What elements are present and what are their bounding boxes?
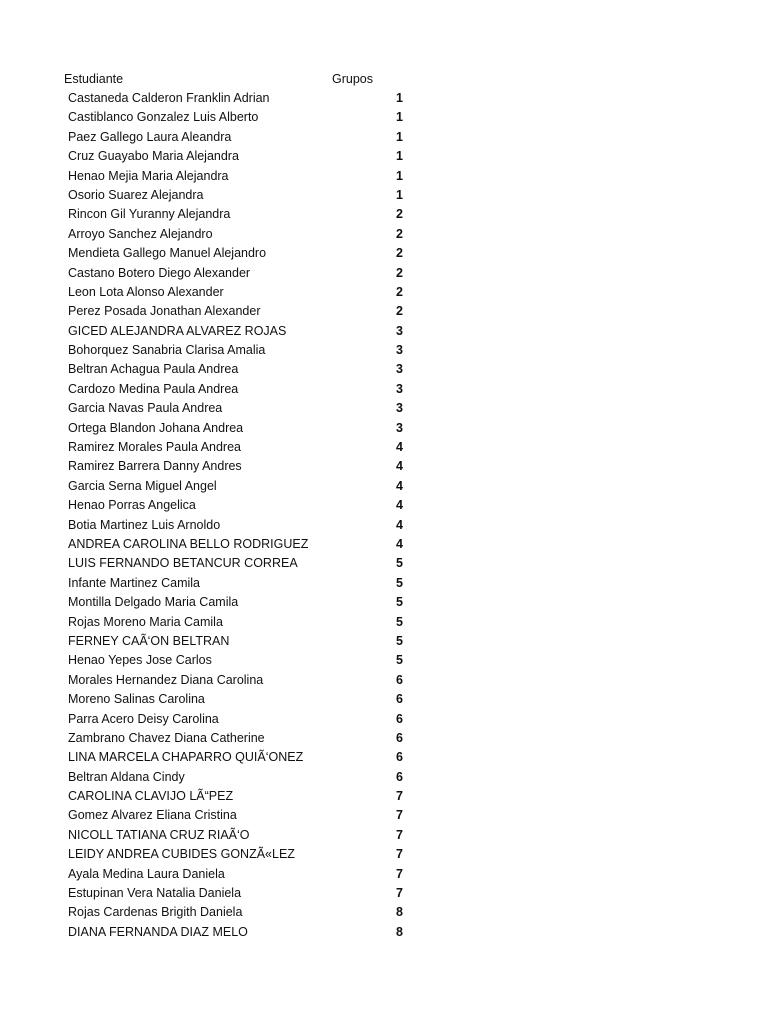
- table-row: [0, 419, 768, 438]
- table-row: [0, 89, 768, 108]
- student-name-cell: Osorio Suarez Alejandra: [68, 187, 204, 202]
- student-name-cell: Ramirez Barrera Danny Andres: [68, 459, 242, 474]
- group-number-cell: 1: [396, 110, 403, 125]
- group-number-cell: 3: [396, 362, 403, 377]
- group-number-cell: 2: [396, 265, 403, 280]
- student-name-cell: DIANA FERNANDA DIAZ MELO: [68, 924, 248, 939]
- table-row: [0, 322, 768, 341]
- table-row: [0, 923, 768, 942]
- group-number-cell: 7: [396, 789, 403, 804]
- student-column-header: Estudiante: [64, 72, 124, 86]
- student-name-cell: Parra Acero Deisy Carolina: [68, 711, 219, 726]
- group-number-cell: 1: [396, 149, 403, 164]
- student-name-cell: Zambrano Chavez Diana Catherine: [68, 730, 265, 745]
- group-number-cell: 4: [396, 459, 403, 474]
- table-header: [0, 69, 768, 89]
- student-name-cell: Garcia Serna Miguel Angel: [68, 478, 217, 493]
- table-row: [0, 341, 768, 360]
- table-row: [0, 710, 768, 729]
- student-name-cell: CAROLINA CLAVIJO LÃ“PEZ: [68, 789, 234, 804]
- student-name-cell: Cruz Guayabo Maria Alejandra: [68, 149, 239, 164]
- group-number-cell: 7: [396, 847, 403, 862]
- group-number-cell: 5: [396, 556, 403, 571]
- group-number-cell: 6: [396, 769, 403, 784]
- table-row: [0, 496, 768, 515]
- table-row: [0, 671, 768, 690]
- student-name-cell: Henao Porras Angelica: [68, 498, 196, 513]
- group-number-cell: 4: [396, 536, 403, 551]
- table-row: [0, 535, 768, 554]
- table-row: [0, 884, 768, 903]
- group-number-cell: 2: [396, 304, 403, 319]
- table-row: [0, 477, 768, 496]
- group-number-cell: 2: [396, 226, 403, 241]
- table-row: [0, 264, 768, 283]
- group-number-cell: 4: [396, 498, 403, 513]
- table-row: [0, 244, 768, 263]
- student-name-cell: Botia Martinez Luis Arnoldo: [68, 517, 221, 532]
- student-name-cell: GICED ALEJANDRA ALVAREZ ROJAS: [68, 323, 287, 338]
- student-name-cell: Paez Gallego Laura Aleandra: [68, 129, 232, 144]
- table-row: [0, 108, 768, 127]
- group-number-cell: 6: [396, 711, 403, 726]
- group-number-cell: 1: [396, 129, 403, 144]
- table-row: [0, 729, 768, 748]
- table-row: [0, 128, 768, 147]
- group-column-header: Grupos: [332, 72, 373, 86]
- table-row: [0, 865, 768, 884]
- student-name-cell: Rojas Moreno Maria Camila: [68, 614, 223, 629]
- group-number-cell: 7: [396, 827, 403, 842]
- table-row: [0, 167, 768, 186]
- group-number-cell: 4: [396, 440, 403, 455]
- table-row: [0, 748, 768, 767]
- student-name-cell: Leon Lota Alonso Alexander: [68, 284, 224, 299]
- student-name-cell: Garcia Navas Paula Andrea: [68, 401, 223, 416]
- student-name-cell: FERNEY CAÃ‘ON BELTRAN: [68, 633, 230, 648]
- student-name-cell: Castano Botero Diego Alexander: [68, 265, 251, 280]
- student-name-cell: ANDREA CAROLINA BELLO RODRIGUEZ: [68, 536, 309, 551]
- student-name-cell: Moreno Salinas Carolina: [68, 692, 205, 707]
- group-number-cell: 1: [396, 91, 403, 105]
- group-number-cell: 2: [396, 207, 403, 222]
- group-number-cell: 5: [396, 575, 403, 590]
- group-number-cell: 3: [396, 420, 403, 435]
- group-number-cell: 5: [396, 614, 403, 629]
- table-row: [0, 651, 768, 670]
- table-row: [0, 613, 768, 632]
- group-number-cell: 8: [396, 905, 403, 920]
- student-name-cell: Beltran Aldana Cindy: [68, 769, 185, 784]
- group-number-cell: 3: [396, 343, 403, 358]
- group-number-cell: 5: [396, 633, 403, 648]
- table-row: [0, 632, 768, 651]
- table-row: [0, 826, 768, 845]
- student-name-cell: Ramirez Morales Paula Andrea: [68, 440, 241, 455]
- group-number-cell: 3: [396, 401, 403, 416]
- student-name-cell: LEIDY ANDREA CUBIDES GONZÃ«LEZ: [68, 847, 295, 862]
- group-number-cell: 5: [396, 595, 403, 610]
- student-name-cell: Henao Yepes Jose Carlos: [68, 653, 212, 668]
- group-number-cell: 6: [396, 672, 403, 687]
- table-row: [0, 574, 768, 593]
- group-number-cell: 6: [396, 692, 403, 707]
- table-row: [0, 554, 768, 573]
- group-number-cell: 3: [396, 323, 403, 338]
- group-number-cell: 5: [396, 653, 403, 668]
- table-row: [0, 593, 768, 612]
- table-row: [0, 903, 768, 922]
- table-row: [0, 806, 768, 825]
- student-name-cell: Castaneda Calderon Franklin Adrian: [68, 91, 270, 105]
- student-name-cell: Ayala Medina Laura Daniela: [68, 866, 225, 881]
- student-name-cell: LUIS FERNANDO BETANCUR CORREA: [68, 556, 298, 571]
- student-name-cell: Montilla Delgado Maria Camila: [68, 595, 239, 610]
- student-name-cell: Mendieta Gallego Manuel Alejandro: [68, 246, 267, 261]
- table-row: [0, 186, 768, 205]
- table-row: [0, 457, 768, 476]
- group-number-cell: 3: [396, 381, 403, 396]
- group-number-cell: 4: [396, 478, 403, 493]
- group-number-cell: 6: [396, 750, 403, 765]
- student-name-cell: NICOLL TATIANA CRUZ RIAÃ‘O: [68, 827, 250, 842]
- student-name-cell: Castiblanco Gonzalez Luis Alberto: [68, 110, 259, 125]
- student-name-cell: Morales Hernandez Diana Carolina: [68, 672, 264, 687]
- student-name-cell: Henao Mejia Maria Alejandra: [68, 168, 229, 183]
- student-name-cell: Estupinan Vera Natalia Daniela: [68, 886, 242, 901]
- table-row: [0, 768, 768, 787]
- student-name-cell: Perez Posada Jonathan Alexander: [68, 304, 261, 319]
- student-name-cell: Gomez Alvarez Eliana Cristina: [68, 808, 237, 823]
- table-row: [0, 845, 768, 864]
- student-list: [0, 89, 768, 942]
- student-name-cell: Rojas Cardenas Brigith Daniela: [68, 905, 243, 920]
- table-row: [0, 147, 768, 166]
- table-row: [0, 787, 768, 806]
- group-number-cell: 2: [396, 246, 403, 261]
- student-name-cell: LINA MARCELA CHAPARRO QUIÃ‘ONEZ: [68, 750, 304, 765]
- group-number-cell: 4: [396, 517, 403, 532]
- group-number-cell: 8: [396, 924, 403, 939]
- student-name-cell: Beltran Achagua Paula Andrea: [68, 362, 239, 377]
- student-name-cell: Infante Martinez Camila: [68, 575, 201, 590]
- group-number-cell: 7: [396, 886, 403, 901]
- student-name-cell: Arroyo Sanchez Alejandro: [68, 226, 213, 241]
- table-row: [0, 225, 768, 244]
- student-name-cell: Cardozo Medina Paula Andrea: [68, 381, 239, 396]
- group-number-cell: 1: [396, 168, 403, 183]
- table-row: [0, 360, 768, 379]
- table-row: [0, 205, 768, 224]
- table-row: [0, 516, 768, 535]
- table-row: [0, 302, 768, 321]
- table-row: [0, 690, 768, 709]
- group-number-cell: 6: [396, 730, 403, 745]
- student-name-cell: Bohorquez Sanabria Clarisa Amalia: [68, 343, 266, 358]
- table-row: [0, 399, 768, 418]
- student-name-cell: Rincon Gil Yuranny Alejandra: [68, 207, 231, 222]
- table-row: [0, 438, 768, 457]
- group-number-cell: 7: [396, 808, 403, 823]
- table-row: [0, 283, 768, 302]
- group-number-cell: 2: [396, 284, 403, 299]
- table-row: [0, 380, 768, 399]
- group-number-cell: 7: [396, 866, 403, 881]
- student-name-cell: Ortega Blandon Johana Andrea: [68, 420, 244, 435]
- group-number-cell: 1: [396, 187, 403, 202]
